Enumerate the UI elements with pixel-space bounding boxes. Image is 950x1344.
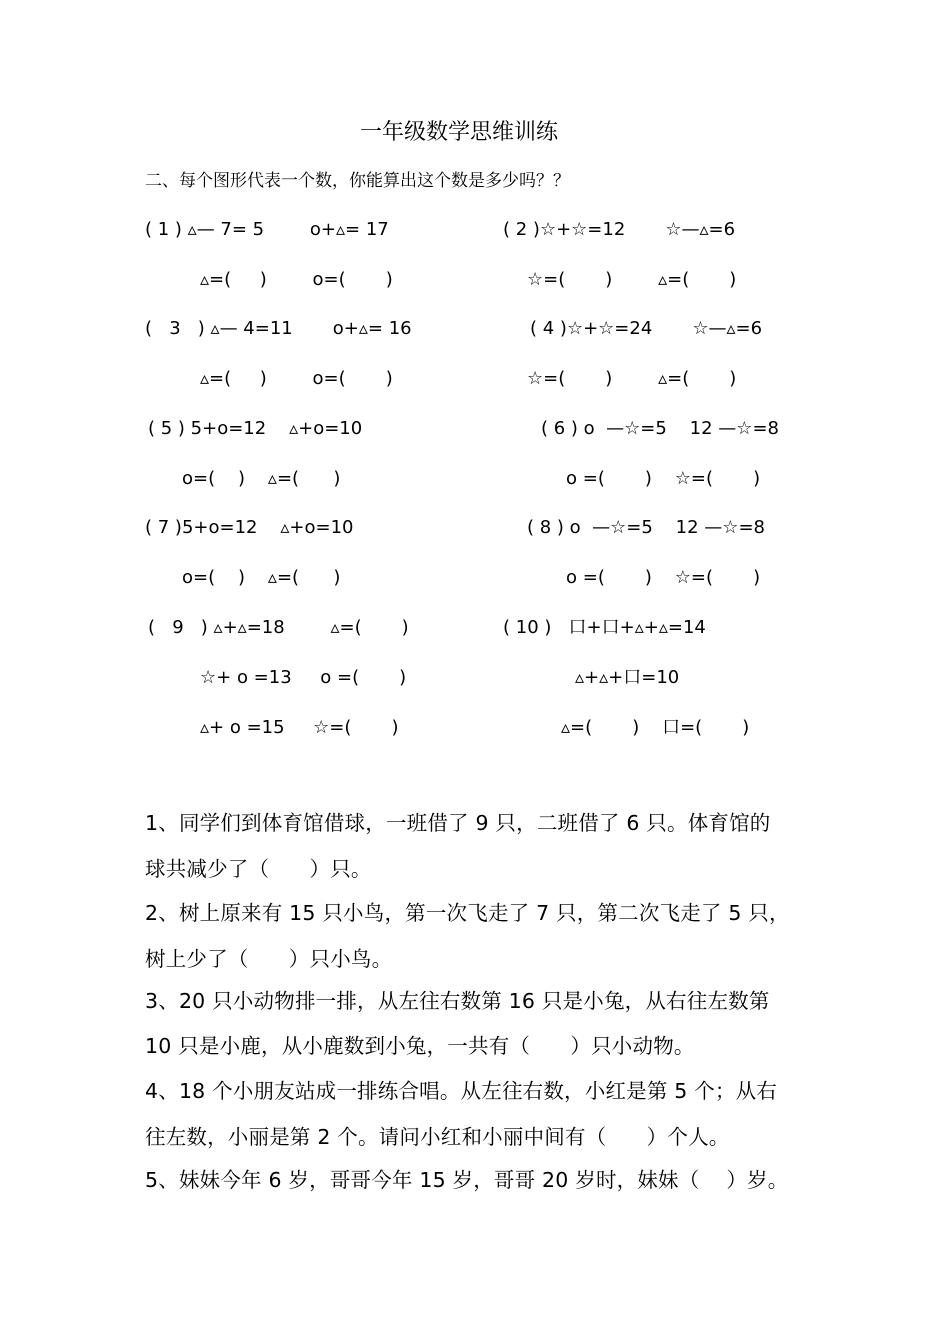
section-heading: 二、每个图形代表一个数，你能算出这个数是多少吗？？ bbox=[145, 171, 570, 191]
word-problem-4-line-2: 往左数，小丽是第 2 个。请问小红和小丽中间有（ ）个人。 bbox=[145, 1125, 730, 1149]
word-problem-2-line-2: 树上少了（ ）只小鸟。 bbox=[145, 947, 393, 971]
word-problem-1-line-2: 球共减少了（ ）只。 bbox=[145, 857, 372, 881]
puzzle-5-equation: ( 5 ) 5+o=12 ▵+o=10 bbox=[148, 418, 363, 439]
puzzle-3-answer: ▵=( ) o=( ) bbox=[200, 368, 393, 389]
puzzle-6-answer: o =( ) ☆=( ) bbox=[566, 468, 761, 489]
puzzle-5-answer: o=( ) ▵=( ) bbox=[182, 468, 341, 489]
puzzle-4-answer: ☆=( ) ▵=( ) bbox=[527, 368, 737, 389]
puzzle-3-equation: ( 3 ) ▵— 4=11 o+▵= 16 bbox=[145, 318, 412, 339]
puzzle-7-equation: ( 7 )5+o=12 ▵+o=10 bbox=[145, 517, 354, 538]
page-title: 一年级数学思维训练 bbox=[360, 120, 559, 145]
word-problem-3-line-2: 10 只是小鹿，从小鹿数到小兔，一共有（ ）只小动物。 bbox=[145, 1034, 695, 1058]
word-problem-5-line-1: 5、妹妹今年 6 岁，哥哥今年 15 岁，哥哥 20 岁时，妹妹（ ）岁。 bbox=[145, 1168, 789, 1192]
puzzle-1-equation: ( 1 ) ▵— 7= 5 o+▵= 17 bbox=[145, 219, 389, 240]
puzzle-10-line-2: ▵+▵+口=10 bbox=[575, 667, 680, 688]
puzzle-1-answer: ▵=( ) o=( ) bbox=[200, 269, 393, 290]
puzzle-9-line-2: ☆+ o =13 o =( ) bbox=[200, 667, 407, 688]
puzzle-10-line-1: ( 10 ) 口+口+▵+▵=14 bbox=[503, 617, 706, 638]
word-problem-2-line-1: 2、树上原来有 15 只小鸟，第一次飞走了 7 只，第二次飞走了 5 只， bbox=[145, 901, 790, 925]
puzzle-7-answer: o=( ) ▵=( ) bbox=[182, 567, 341, 588]
puzzle-2-answer: ☆=( ) ▵=( ) bbox=[527, 269, 737, 290]
word-problem-1-line-1: 1、同学们到体育馆借球，一班借了 9 只，二班借了 6 只。体育馆的 bbox=[145, 811, 771, 835]
puzzle-4-equation: ( 4 )☆+☆=24 ☆—▵=6 bbox=[530, 318, 763, 339]
puzzle-10-line-3: ▵=( ) 口=( ) bbox=[561, 717, 750, 738]
puzzle-9-line-1: ( 9 ) ▵+▵=18 ▵=( ) bbox=[148, 617, 409, 638]
word-problem-4-line-1: 4、18 个小朋友站成一排练合唱。从左往右数，小红是第 5 个；从右 bbox=[145, 1079, 778, 1103]
word-problem-3-line-1: 3、20 只小动物排一排，从左往右数第 16 只是小兔，从右往左数第 bbox=[145, 989, 770, 1013]
puzzle-6-equation: ( 6 ) o —☆=5 12 —☆=8 bbox=[541, 418, 779, 439]
puzzle-8-equation: ( 8 ) o —☆=5 12 —☆=8 bbox=[527, 517, 765, 538]
puzzle-8-answer: o =( ) ☆=( ) bbox=[566, 567, 761, 588]
puzzle-9-line-3: ▵+ o =15 ☆=( ) bbox=[200, 717, 399, 738]
puzzle-2-equation: ( 2 )☆+☆=12 ☆—▵=6 bbox=[503, 219, 736, 240]
